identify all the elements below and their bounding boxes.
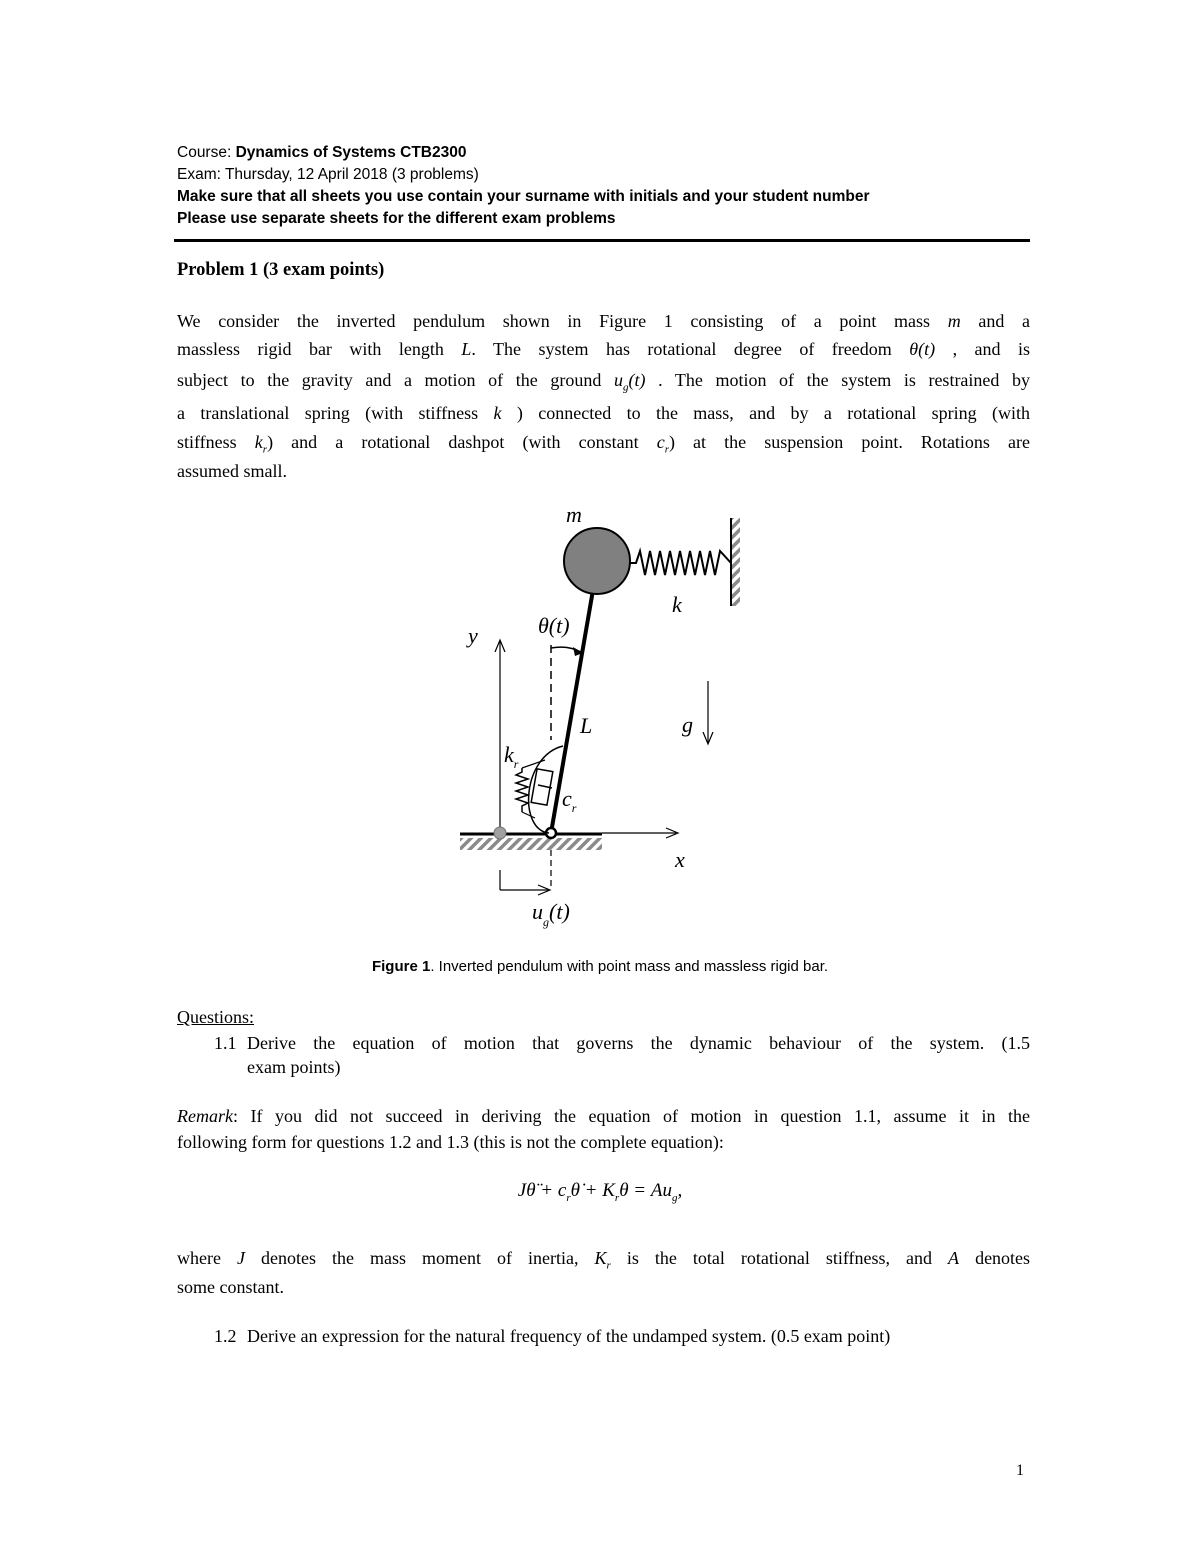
label-L: L: [580, 713, 593, 738]
point-mass: [564, 528, 630, 594]
instruction-1: Make sure that all sheets you use contain your surname with initials and your student number: [177, 188, 870, 205]
label-g: g: [682, 712, 693, 737]
where-line-2: some constant.: [177, 1277, 284, 1297]
question-1-1-line-2: exam points): [247, 1057, 341, 1077]
exam-line: Exam: Thursday, 12 April 2018 (3 problems): [177, 166, 479, 183]
remark-line-1: Remark: If you did not succeed in deriving the equation of motion in question 1.1, assume it in the: [177, 1106, 1030, 1126]
label-kr: $k_r$: [504, 742, 519, 771]
label-y: y: [468, 623, 478, 648]
pendulum-figure: [430, 495, 760, 935]
problem-line-4: a translational spring (with stiffness k ) connected to the mass, and by a rotational spring (with: [177, 403, 1030, 423]
course-line: Course: Dynamics of Systems CTB2300: [177, 144, 467, 161]
label-x: x: [675, 847, 685, 872]
remark-line-2: following form for questions 1.2 and 1.3 (this is not the complete equation):: [177, 1132, 724, 1152]
where-line-1: where J denotes the mass moment of inertia, $K_r$ is the total rotational stiffness, and A denotes: [177, 1248, 1031, 1272]
problem-line-2: massless rigid bar with length L. The system has rotational degree of freedom θ(t) , and is: [177, 339, 1031, 359]
wall-hatch: [731, 518, 740, 606]
question-1-2-number: 1.2: [214, 1326, 237, 1346]
course-name: Dynamics of Systems CTB2300: [235, 144, 467, 161]
problem-title: Problem 1 (3 exam points): [177, 260, 385, 280]
spring-connector-bottom: [522, 812, 535, 818]
question-1-1-line-1: Derive the equation of motion that governs the dynamic behaviour of the system. (1.5: [247, 1033, 1030, 1053]
equation: Jθ̈ + $c_r\thetȧ + K_r\theta = Au_g$,: [517, 1180, 683, 1204]
spring-connector-top: [522, 760, 545, 768]
exam-header: [177, 142, 1030, 230]
problem-line-6: assumed small.: [177, 461, 287, 481]
ground-hatch: [460, 838, 602, 850]
label-k: k: [672, 592, 682, 617]
rotational-spring: [516, 768, 528, 812]
question-1-2-text: Derive an expression for the natural frequency of the undamped system. (0.5 exam point): [247, 1326, 891, 1346]
figure-caption: Figure 1. Inverted pendulum with point mass and massless rigid bar.: [371, 958, 829, 975]
origin-point: [494, 827, 506, 839]
problem-line-1: We consider the inverted pendulum shown in Figure 1 consisting of a point mass m and a: [177, 311, 1031, 331]
header-divider: [174, 239, 1030, 242]
page-number: 1: [1016, 1462, 1024, 1479]
label-theta: θ(t): [538, 613, 570, 638]
problem-line-5: stiffness $k_r$) and a rotational dashpot (with constant $c_r$) at the suspension point. Rotations are: [177, 432, 1031, 456]
spring-k: [626, 551, 731, 575]
label-ug: $u_g(t)$: [532, 899, 570, 929]
question-1-1-number: 1.1: [214, 1033, 237, 1053]
label-m: m: [566, 502, 582, 527]
questions-heading: Questions:: [177, 1007, 255, 1027]
problem-line-3: subject to the gravity and a motion of the ground $u_g(t)$ . The motion of the system is restrained by: [177, 370, 1031, 394]
label-cr: $c_r$: [562, 786, 577, 815]
instruction-2: Please use separate sheets for the different exam problems: [177, 210, 616, 227]
